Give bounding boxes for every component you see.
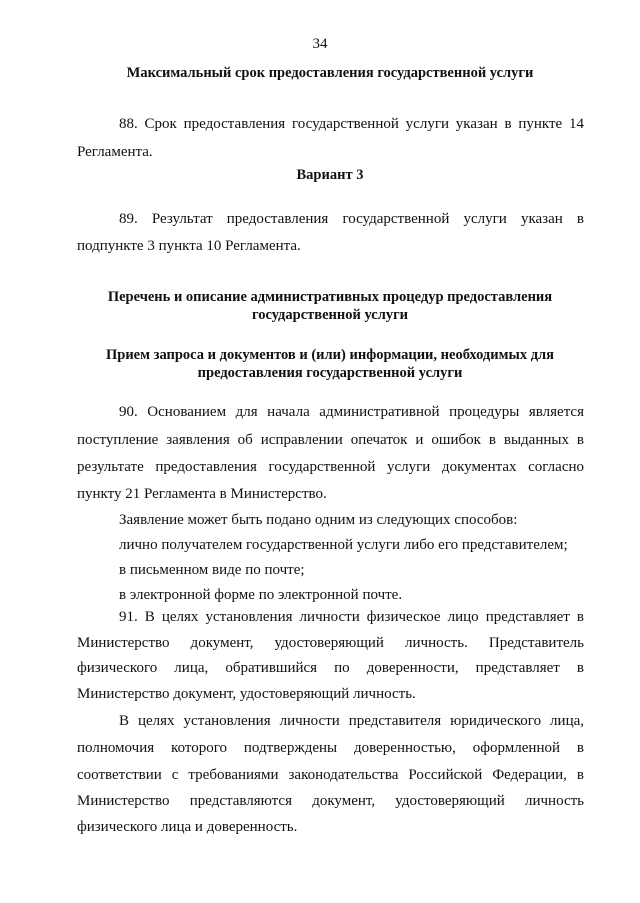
application-intro: Заявление может быть подано одним из следующих способов: [119, 512, 518, 528]
paragraph-91-line-4: Министерство документ, удостоверяющий личность. [77, 686, 416, 702]
section-title-request-line-1: Прием запроса и документов и (или) информации, необходимых для [105, 347, 555, 363]
variant-title: Вариант 3 [296, 167, 364, 183]
page-number: 34 [312, 36, 328, 52]
paragraph-91-line-3: физического лица, обратившийся по доверенности, представляет в [77, 660, 584, 676]
paragraph-91b-line-2: полномочия которого подтверждены доверенностью, оформленной в [77, 740, 584, 756]
submission-method-3: в электронной форме по электронной почте. [119, 587, 403, 603]
paragraph-91-line-2: Министерство документ, удостоверяющий личность. Представитель [77, 635, 584, 651]
paragraph-91b-line-1: В целях установления личности представителя юридического лица, [119, 713, 584, 729]
paragraph-90-line-2: поступление заявления об исправлении опечаток и ошибок в выданных в [77, 432, 584, 448]
paragraph-88-line-1: 88. Срок предоставления государственной услуги указан в пункте 14 [119, 116, 584, 132]
paragraph-89-line-2: подпункте 3 пункта 10 Регламента. [77, 238, 301, 254]
paragraph-91b-line-3: соответствии с требованиями законодательства Российской Федерации, в [77, 767, 584, 783]
section-title-max-term: Максимальный срок предоставления государственной услуги [126, 65, 534, 81]
paragraph-90-line-3: результате предоставления государственной услуги документах согласно [77, 459, 584, 475]
submission-method-2: в письменном виде по почте; [119, 562, 305, 578]
paragraph-91-line-1: 91. В целях установления личности физическое лицо представляет в [119, 609, 584, 625]
section-title-request-line-2: предоставления государственной услуги [197, 365, 463, 381]
paragraph-90-line-1: 90. Основанием для начала административной процедуры является [119, 404, 584, 420]
paragraph-88-line-2: Регламента. [77, 144, 153, 160]
paragraph-91b-line-5: физического лица и доверенность. [77, 819, 298, 835]
paragraph-91b-line-4: Министерство представляются документ, удостоверяющий личность [77, 793, 584, 809]
section-title-procedures-line-1: Перечень и описание административных процедур предоставления [107, 289, 553, 305]
paragraph-90-line-4: пункту 21 Регламента в Министерство. [77, 486, 327, 502]
section-title-procedures-line-2: государственной услуги [251, 307, 409, 323]
paragraph-89-line-1: 89. Результат предоставления государственной услуги указан в [119, 211, 584, 227]
submission-method-1: лично получателем государственной услуги либо его представителем; [119, 537, 568, 553]
